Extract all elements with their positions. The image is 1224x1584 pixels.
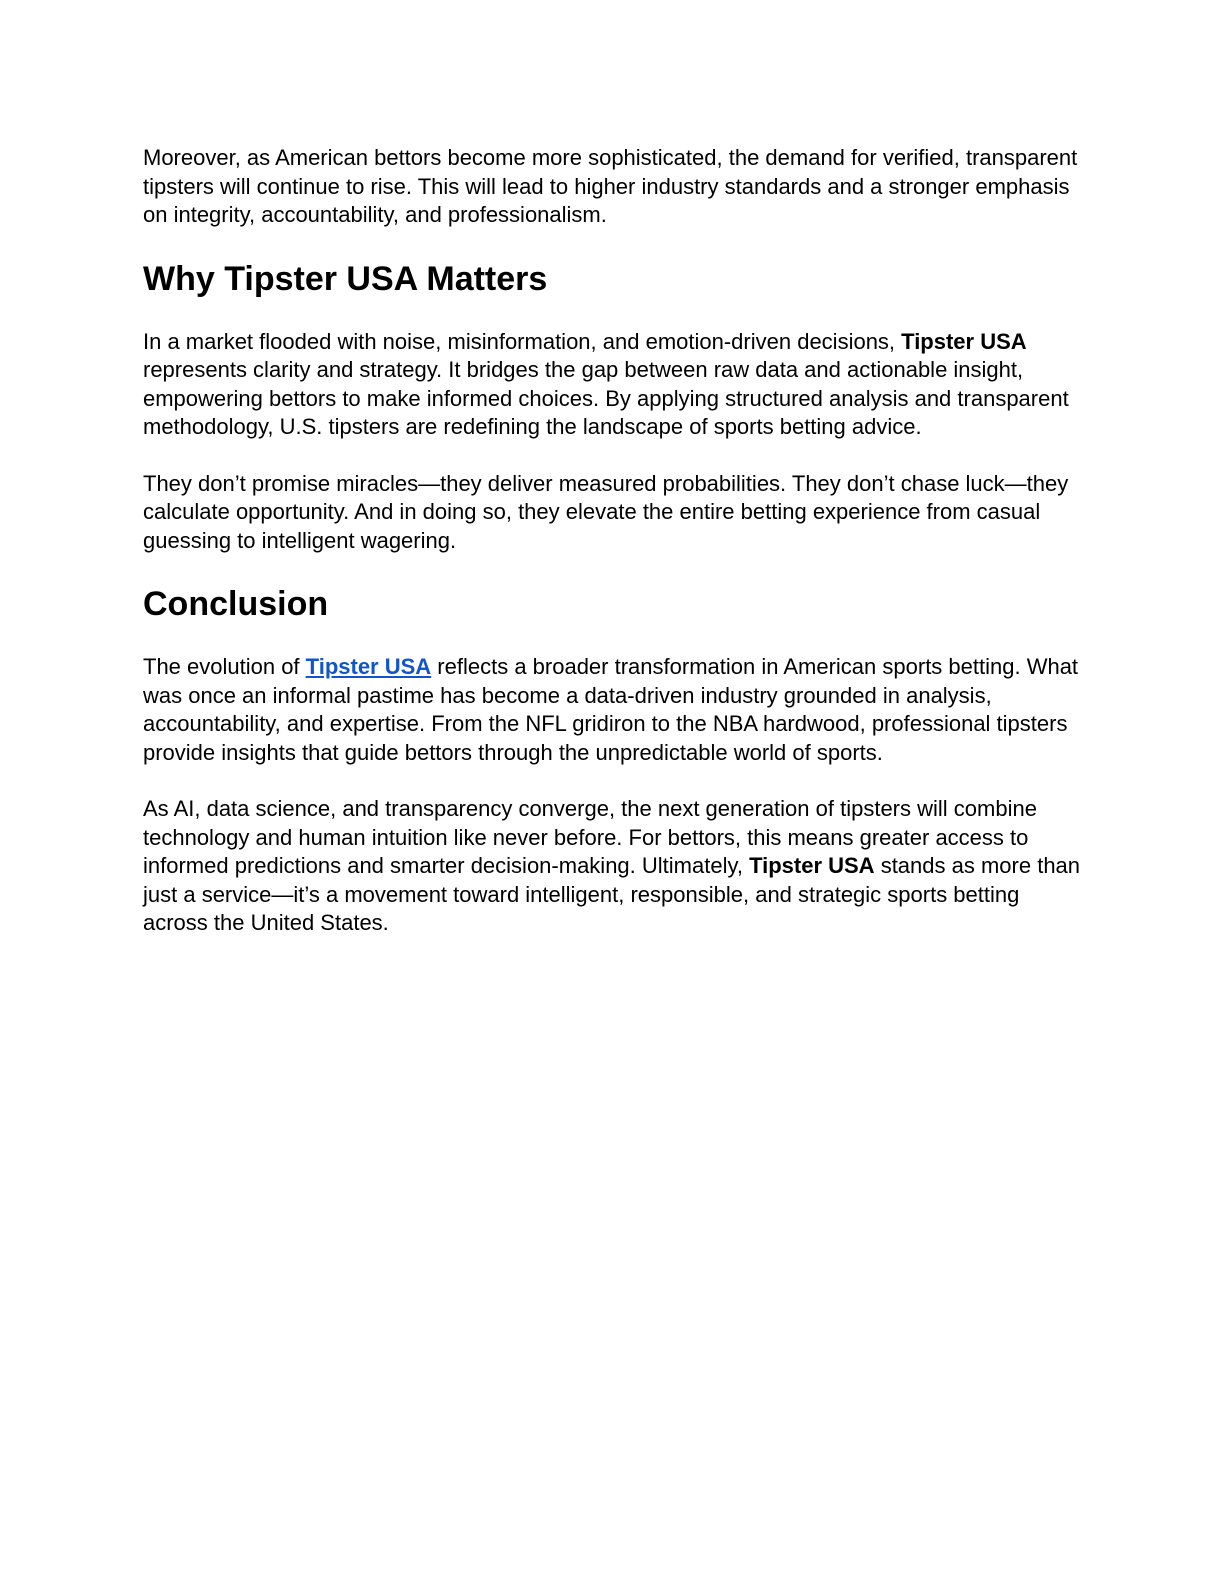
text-run: reflects a broader transformation in American sports betting. What was once an informal pastime has become a data-driven industry grounded in analysis, accountability, and expertise. From the NFL gridiron to the NBA hardwood, professional tipsters provide insights that guide bettors through the unpredictable world of sports. bbox=[143, 654, 1079, 765]
paragraph-as-ai bbox=[143, 795, 1081, 938]
bold-text-tipster-usa: Tipster USA bbox=[749, 853, 875, 878]
heading-conclusion: Conclusion bbox=[143, 585, 329, 623]
paragraph-they-dont-promise: They don’t promise miracles—they deliver measured probabilities. They don’t chase luck—they calculate opportunity. And in doing so, they elevate the entire betting experience from casual guessing to intelligent wagering. bbox=[143, 470, 1069, 553]
bold-text-tipster-usa: Tipster USA bbox=[901, 328, 1027, 354]
paragraph-the-evolution bbox=[143, 653, 1081, 767]
text-run: stands as more than just a service—it’s a movement toward intelligent, responsible, and strategic sports betting across the United States. bbox=[143, 853, 1081, 935]
heading-why-tipster-usa-matters: Why Tipster USA Matters bbox=[143, 259, 548, 298]
text-run: In a market flooded with noise, misinformation, and emotion-driven decisions, bbox=[143, 328, 902, 354]
text-run: As AI, data science, and transparency converge, the next generation of tipsters will combine technology and human intuition like never before. For bettors, this means greater access to informed predictions and smarter decision-making. Ultimately, bbox=[143, 796, 1037, 878]
text-run: represents clarity and strategy. It bridges the gap between raw data and actionable insight, empowering bettors to make informed choices. By applying structured analysis and transparent methodology, U.S. tipsters are redefining the landscape of sports betting advice. bbox=[143, 357, 1069, 439]
tipster-usa-link[interactable]: Tipster USA bbox=[305, 654, 432, 679]
text-run: The evolution of bbox=[143, 654, 306, 679]
paragraph-in-a-market bbox=[143, 328, 1081, 442]
paragraph-intro: Moreover, as American bettors become more sophisticated, the demand for verified, transparent tipsters will continue to rise. This will lead to higher industry standards and a stronger emphasis on integrity, accountability, and professionalism. bbox=[143, 145, 1078, 227]
